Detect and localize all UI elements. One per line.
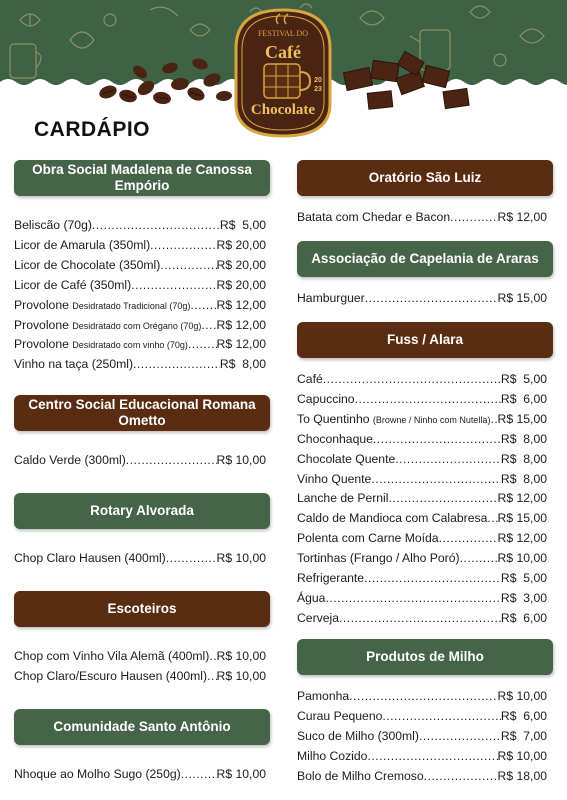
- dot-leader: [460, 551, 498, 565]
- menu-item: [14, 453, 266, 469]
- menu-item-price: R$ 3,00: [500, 590, 547, 605]
- menu-item-name: [14, 767, 181, 781]
- menu-item-price: R$ 8,00: [500, 431, 547, 446]
- menu-item-name: [14, 337, 188, 351]
- menu-item-price: R$ 8,00: [500, 471, 547, 486]
- festival-logo: [232, 6, 334, 140]
- menu-item: [297, 729, 547, 745]
- menu-item-price: R$ 18,00: [497, 768, 547, 783]
- dot-leader: [190, 298, 216, 312]
- menu-item-name-text: Provolone: [14, 317, 69, 332]
- menu-item-name-text: Tortinhas (Frango / Alho Poró): [297, 551, 460, 566]
- menu-item-name-text: Curau Pequeno: [297, 708, 383, 723]
- menu-item-name-text: Provolone: [14, 337, 69, 352]
- dot-leader: [490, 412, 497, 426]
- menu-item: [297, 749, 547, 765]
- menu-item-name: [297, 729, 419, 743]
- menu-item: [297, 412, 547, 428]
- menu-item-name: [297, 749, 367, 763]
- menu-item: [14, 298, 266, 314]
- menu-item-name: [14, 551, 166, 565]
- dot-leader: [207, 669, 216, 683]
- menu-item-name: [297, 472, 371, 486]
- menu-item-name-text: Vinho Quente: [297, 471, 372, 486]
- dot-leader: [487, 511, 497, 525]
- dot-leader: [388, 491, 497, 505]
- menu-item-price: R$ 12,00: [216, 337, 266, 352]
- menu-item-name-text: Capuccino: [297, 391, 355, 406]
- menu-item-name: [297, 689, 349, 703]
- menu-item-price: R$ 7,00: [500, 728, 547, 743]
- menu-item-price: R$ 15,00: [497, 511, 547, 526]
- menu-item-name-text: Provolone: [14, 297, 69, 312]
- menu-item-name: [297, 611, 339, 625]
- section-header: Obra Social Madalena de Canossa Empório: [14, 160, 270, 196]
- menu-item-price: R$ 8,00: [219, 357, 266, 372]
- menu-item-name-text: Pamonha: [297, 689, 350, 703]
- dot-leader: [209, 649, 216, 663]
- dot-leader: [349, 689, 497, 703]
- menu-item-name: [297, 591, 325, 605]
- section-header: Comunidade Santo Antônio: [14, 709, 270, 745]
- menu-item-name-text: Polenta com Carne Moída: [297, 531, 439, 546]
- menu-item-note: (Browne / Ninho com Nutella): [372, 414, 491, 425]
- menu-item: [297, 452, 547, 468]
- section-header: Fuss / Alara: [297, 322, 553, 358]
- menu-item-price: R$ 10,00: [497, 748, 547, 763]
- dot-leader: [364, 571, 501, 585]
- menu-item-price: R$ 10,00: [216, 668, 266, 683]
- menu-item-name: [297, 392, 355, 406]
- menu-item-name: [297, 412, 490, 426]
- menu-item: [14, 649, 266, 665]
- menu-item-price: R$ 8,00: [500, 451, 547, 466]
- menu-item: [297, 210, 547, 226]
- menu-item-price: R$ 20,00: [216, 237, 266, 252]
- section-header: Centro Social Educacional Romana Ometto: [14, 395, 270, 431]
- dot-leader: [325, 591, 500, 605]
- menu-item-price: R$ 12,00: [216, 297, 266, 312]
- dot-leader: [150, 238, 216, 252]
- menu-item-name-text: Caldo de Mandioca com Calabresa: [297, 511, 488, 526]
- menu-item-name-text: To Quentinho: [297, 411, 370, 426]
- menu-item-name-text: Vinho na taça (250ml): [14, 357, 134, 372]
- dot-leader: [367, 749, 497, 763]
- dot-leader: [373, 432, 501, 446]
- menu-item-name: [297, 491, 388, 505]
- dot-leader: [201, 318, 216, 332]
- menu-item-name-text: Cerveja: [297, 610, 339, 625]
- menu-item: [14, 278, 266, 294]
- menu-item: [297, 531, 547, 547]
- menu-item-name-text: Lanche de Pernil: [297, 491, 389, 506]
- menu-item-price: R$ 20,00: [216, 277, 266, 292]
- dot-leader: [395, 452, 501, 466]
- menu-item-price: R$ 10,00: [216, 551, 266, 565]
- menu-item-price: R$ 10,00: [216, 767, 266, 781]
- menu-item-name-text: Chop Claro Hausen (400ml): [14, 551, 166, 565]
- dot-leader: [181, 767, 217, 781]
- menu-item: [14, 551, 266, 567]
- menu-item-name-text: Chocolate Quente: [297, 451, 396, 466]
- menu-item-name: [14, 278, 131, 292]
- menu-item: [14, 767, 266, 783]
- dot-leader: [131, 278, 216, 292]
- menu-item: [14, 318, 266, 334]
- menu-item-price: R$ 10,00: [497, 689, 547, 703]
- menu-item-price: R$ 15,00: [497, 291, 547, 305]
- dot-leader: [365, 291, 498, 305]
- menu-item: [14, 218, 266, 234]
- logo-word-cafe: Café: [265, 42, 301, 62]
- menu-item: [297, 611, 547, 627]
- menu-item-name: [14, 669, 207, 683]
- section-header: Associação de Capelania de Araras: [297, 241, 553, 277]
- dot-leader: [188, 337, 217, 351]
- menu-item: [297, 769, 547, 785]
- menu-item-name-text: Batata com Chedar e Bacon: [297, 210, 451, 224]
- menu-item-name-text: Água: [297, 590, 326, 605]
- menu-item: [297, 689, 547, 705]
- dot-leader: [126, 453, 217, 467]
- menu-item-price: R$ 6,00: [500, 708, 547, 723]
- menu-item: [297, 432, 547, 448]
- menu-item-price: R$ 10,00: [216, 453, 266, 467]
- section-header: Oratório São Luiz: [297, 160, 553, 196]
- menu-item-name: [14, 318, 201, 332]
- dot-leader: [371, 472, 501, 486]
- menu-item-name: [297, 210, 450, 224]
- menu-item-name-text: Beliscão (70g): [14, 218, 92, 232]
- menu-item: [297, 472, 547, 488]
- section-header: Rotary Alvorada: [14, 493, 270, 529]
- menu-item-price: R$ 12,00: [497, 531, 547, 546]
- menu-item-name: [297, 709, 382, 723]
- menu-item-name: [14, 649, 209, 663]
- menu-item-name: [297, 372, 323, 386]
- menu-item-name: [14, 298, 190, 312]
- menu-item: [297, 571, 547, 587]
- dot-leader: [92, 218, 220, 232]
- menu-item-name-text: Licor de Café (350ml): [14, 277, 132, 292]
- menu-item-price: R$ 20,00: [216, 257, 266, 272]
- menu-item-price: R$ 12,00: [497, 491, 547, 506]
- menu-item-name: [297, 531, 439, 545]
- dot-leader: [419, 729, 501, 743]
- menu-item-name-text: Chop Claro/Escuro Hausen (400ml): [14, 668, 208, 683]
- menu-item-price: R$ 6,00: [500, 610, 547, 625]
- menu-item-name: [297, 769, 424, 783]
- menu-item-name-text: Hamburguer: [297, 291, 365, 305]
- logo-word-chocolate: Chocolate: [250, 102, 316, 118]
- menu-item: [14, 357, 266, 373]
- dot-leader: [355, 392, 501, 406]
- menu-item: [14, 337, 266, 353]
- menu-item-name: [297, 291, 365, 305]
- menu-item-note: Desidratado com vinho (70g): [72, 340, 188, 351]
- page-title: CARDÁPIO: [34, 118, 151, 141]
- menu-item-name-text: Suco de Milho (300ml): [297, 728, 419, 743]
- menu-item-price: R$ 10,00: [216, 649, 266, 663]
- menu-item-note: Desidratado com Orégano (70g): [72, 320, 202, 331]
- menu-item-name: [297, 511, 487, 525]
- menu-item: [14, 669, 266, 685]
- menu-item-name-text: Refrigerante: [297, 571, 365, 585]
- menu-item-name-text: Licor de Chocolate (350ml): [14, 257, 161, 272]
- dot-leader: [382, 709, 501, 723]
- menu-item-price: R$ 10,00: [497, 551, 547, 566]
- logo-year-top: 20: [314, 77, 322, 84]
- menu-item-name: [297, 551, 460, 565]
- menu-item-name: [14, 357, 133, 371]
- dot-leader: [424, 769, 498, 783]
- menu-item-name-text: Bolo de Milho Cremoso: [297, 768, 424, 783]
- menu-item-price: R$ 5,00: [219, 218, 266, 232]
- menu-item-note: Desidratado Tradicional (70g): [72, 300, 191, 311]
- menu-item-name-text: Chop com Vinho Vila Alemã (400ml): [14, 649, 210, 663]
- menu-item: [14, 238, 266, 254]
- section-header: Escoteiros: [14, 591, 270, 627]
- menu-item: [297, 372, 547, 388]
- menu-item-name: [297, 571, 364, 585]
- dot-leader: [439, 531, 498, 545]
- logo-year-bottom: 23: [314, 86, 322, 93]
- menu-item: [297, 291, 547, 307]
- menu-item-price: R$ 15,00: [497, 411, 547, 426]
- menu-item-name-text: Nhoque ao Molho Sugo (250g): [14, 767, 181, 781]
- dot-leader: [339, 611, 501, 625]
- menu-item: [297, 709, 547, 725]
- menu-item-name-text: Café: [297, 372, 323, 386]
- dot-leader: [166, 551, 217, 565]
- menu-item-name: [297, 432, 373, 446]
- menu-item-price: R$ 5,00: [500, 571, 547, 585]
- logo-top-text: FESTIVAL DO: [257, 29, 309, 38]
- dot-leader: [160, 258, 216, 272]
- menu-item-price: R$ 6,00: [500, 391, 547, 406]
- menu-item: [14, 258, 266, 274]
- menu-item-name: [14, 238, 150, 252]
- menu-item: [297, 551, 547, 567]
- menu-item-name: [14, 453, 126, 467]
- dot-leader: [450, 210, 497, 224]
- menu-item-name: [14, 218, 92, 232]
- menu-item: [297, 491, 547, 507]
- dot-leader: [133, 357, 220, 371]
- menu-item: [297, 392, 547, 408]
- menu-item-name: [297, 452, 395, 466]
- menu-item: [297, 511, 547, 527]
- section-header: Produtos de Milho: [297, 639, 553, 675]
- menu-item-price: R$ 5,00: [500, 372, 547, 386]
- dot-leader: [323, 372, 501, 386]
- menu-item-name-text: Milho Cozido: [297, 748, 368, 763]
- menu-item-price: R$ 12,00: [497, 210, 547, 224]
- menu-item-name-text: Licor de Amarula (350ml): [14, 237, 151, 252]
- menu-item: [297, 591, 547, 607]
- menu-item-price: R$ 12,00: [216, 317, 266, 332]
- menu-item-name-text: Caldo Verde (300ml): [14, 453, 126, 467]
- menu-item-name: [14, 258, 160, 272]
- menu-item-name-text: Choconhaque: [297, 431, 373, 446]
